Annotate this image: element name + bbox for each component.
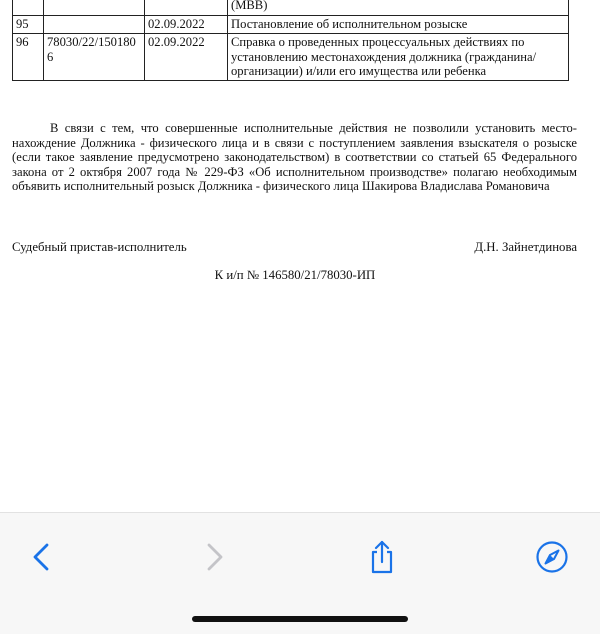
case-number: К и/п № 146580/21/78030-ИП — [214, 268, 376, 282]
table-row — [13, 15, 569, 33]
row-title: (МВВ) — [228, 0, 569, 15]
row-date: 02.09.2022 — [145, 34, 228, 81]
row-date — [145, 0, 228, 15]
row-doc-id — [44, 15, 145, 33]
home-indicator — [192, 616, 408, 622]
signer-name: Д.Н. Зайнетдинова — [474, 240, 577, 254]
table-row — [13, 0, 569, 15]
chevron-right-icon — [202, 542, 226, 572]
open-in-browser-button[interactable] — [530, 535, 574, 579]
row-title: Справка о проведенных процессуальных действиях по установлению местонахождения должника (гражданина/организации) и/или его имущества или ребенка — [228, 34, 569, 81]
chevron-left-icon — [30, 542, 54, 572]
share-icon — [367, 540, 397, 574]
body-paragraph: В связи с тем, что совершенные исполнительные действия не позволили установить местонахождение Должника - физического лица и в связи с поступлением заявления взыскателя о розыске (если такое заявление предусмотрено законодательством) в соответствии со статьей 65 Федерального закона от 2 октября 2007 года № 229-ФЗ «Об исполнительном производстве» полагаю необходимым объявить исполнительный розыск Должника - физического лица Шакирова Владислава Романовича — [12, 121, 577, 194]
share-button[interactable] — [360, 535, 404, 579]
documents-table — [12, 0, 569, 81]
row-number: 95 — [13, 15, 44, 33]
row-date: 02.09.2022 — [145, 15, 228, 33]
compass-icon — [535, 540, 569, 574]
table-row — [13, 34, 569, 81]
row-number: 96 — [13, 34, 44, 81]
row-doc-id: 78030/22/1501806 — [44, 34, 145, 81]
row-title: Постановление об исполнительном розыске — [228, 15, 569, 33]
row-number — [13, 0, 44, 15]
forward-button[interactable] — [192, 535, 236, 579]
back-button[interactable] — [20, 535, 64, 579]
signer-position: Судебный пристав-исполнитель — [12, 240, 187, 254]
row-doc-id — [44, 0, 145, 15]
